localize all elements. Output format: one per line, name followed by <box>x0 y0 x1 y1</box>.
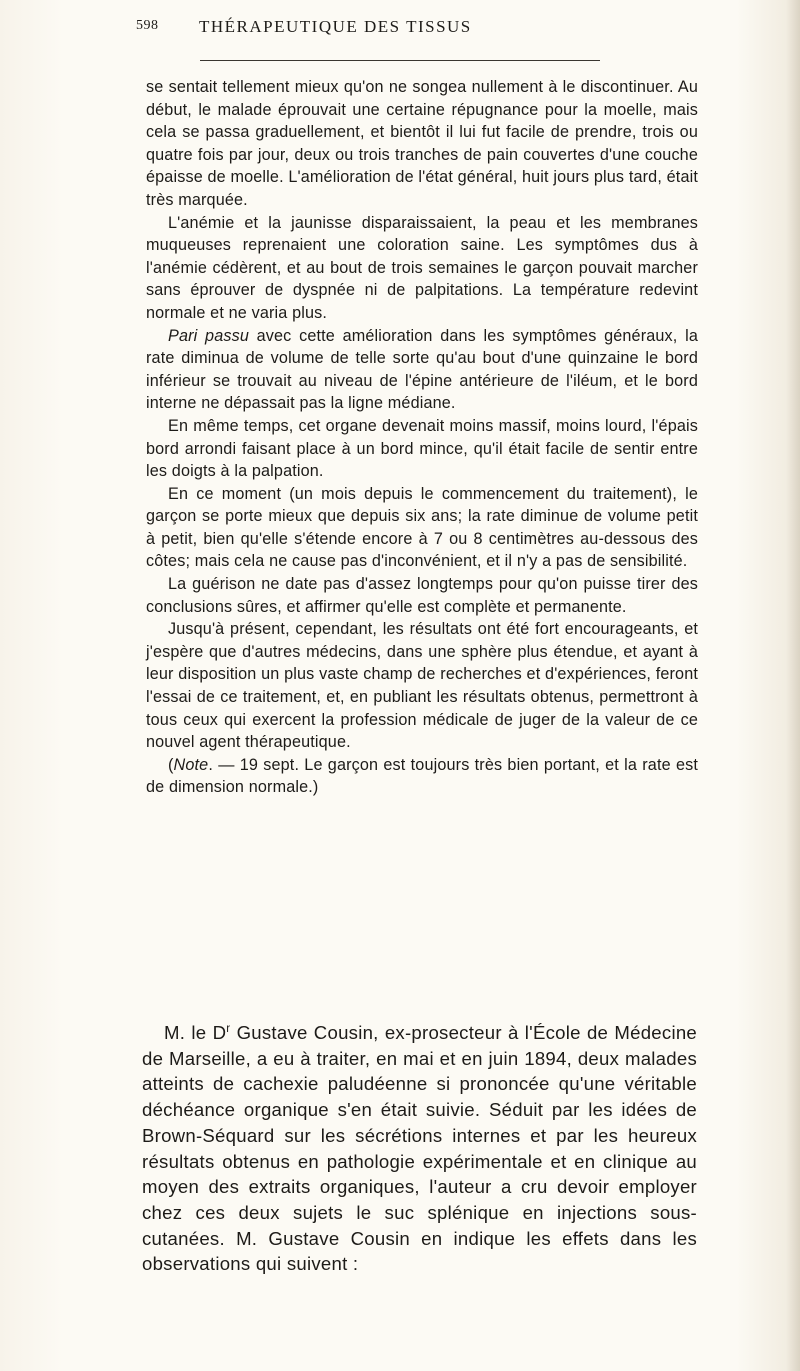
page-header <box>136 18 696 40</box>
page-number: 598 <box>136 18 159 33</box>
note-text: . — 19 sept. Le garçon est toujours très bien portant, et la rate est de dimension normale.) <box>146 755 698 797</box>
note-lead: Note <box>173 755 209 774</box>
paragraph-4: En même temps, cet organe devenait moins massif, moins lourd, l'épais bord arrondi faisant place à un bord mince, qu'il était facile de sentir entre les doigts à la palpation. <box>146 416 698 481</box>
cousin-text: Gustave Cousin, ex-prosecteur à l'École de Médecine de Marseille, a eu à traiter, en mai et en juin 1894, deux malades atteints de cachexie paludéenne si prononcée qu'une véritable déchéance organique s'en était suivie. Séduit par les idées de Brown-Séquard sur les sécrétions internes et par les heureux résultats obtenus en pathologie expérimentale et en clinique au moyen des extraits organiques, l'auteur a cru devoir employer chez ces deux sujets le suc splénique en injections sous-cutanées. M. Gustave Cousin en indique les effets dans les observations qui suivent : <box>142 1022 698 1275</box>
running-title: THÉRAPEUTIQUE DES TISSUS <box>199 17 472 36</box>
page-edge-shadow <box>786 0 800 1371</box>
body-text <box>146 76 698 799</box>
note-paragraph <box>146 754 698 799</box>
paragraph-1: se sentait tellement mieux qu'on ne songea nullement à le discontinuer. Au début, le malade éprouvait une certaine répugnance pour la moelle, mais cela se passa graduellement, et bientôt il lui fut facile de prendre, trois ou quatre fois par jour, deux ou trois tranches de pain couvertes d'une couche épaisse de moelle. L'amélioration de l'état général, huit jours plus tard, était très marquée. <box>146 78 698 209</box>
cousin-paragraph <box>142 1020 697 1277</box>
doctor-superscript: r <box>226 1022 231 1035</box>
paragraph-2: L'anémie et la jaunisse disparaissaient, la peau et les membranes muqueuses reprenaient une coloration saine. Les symptômes dus à l'anémie cédèrent, et au bout de trois semaines le garçon pouvait marcher sans éprouver de dyspnée ni de palpitations. La température redevint normale et ne varia plus. <box>146 213 698 322</box>
paragraph-5: En ce moment (un mois depuis le commencement du traitement), le garçon se porte mieux que depuis six ans; la rate diminue de volume petit à petit, bien qu'elle s'étende encore à 7 ou 8 centimètres au-dessous des côtes; mais cela ne cause pas d'inconvénient, et il n'y a pas de sensibilité. <box>146 484 698 571</box>
paragraph-7: Jusqu'à présent, cependant, les résultats ont été fort encourageants, et j'espère que d'autres médecins, dans une sphère plus étendue, et ayant à leur disposition un plus vaste champ de recherches et d'expériences, feront l'essai de ce traitement, et, en publiant les résultats obtenus, permettront à tous ceux qui exercent la profession médicale de juger de la valeur de ce nouvel agent thérapeutique. <box>146 620 698 752</box>
cousin-section <box>142 1020 697 1277</box>
pari-passu-lead: Pari passu <box>168 326 249 345</box>
paragraph-3 <box>146 325 698 415</box>
cousin-prefix: M. le D <box>164 1022 227 1043</box>
paragraph-6: La guérison ne date pas d'assez longtemps pour qu'on puisse tirer des conclusions sûres, et affirmer qu'elle est complète et permanente. <box>146 575 698 616</box>
header-rule <box>200 60 600 61</box>
note-open-paren: ( <box>168 755 174 774</box>
paragraph-3-text: avec cette amélioration dans les symptômes généraux, la rate diminua de volume de telle sorte qu'au bout d'une quinzaine le bord inférieur se trouvait au niveau de l'épine antérieure de l'iléum, et le bord interne ne dépassait pas la ligne médiane. <box>146 326 698 413</box>
